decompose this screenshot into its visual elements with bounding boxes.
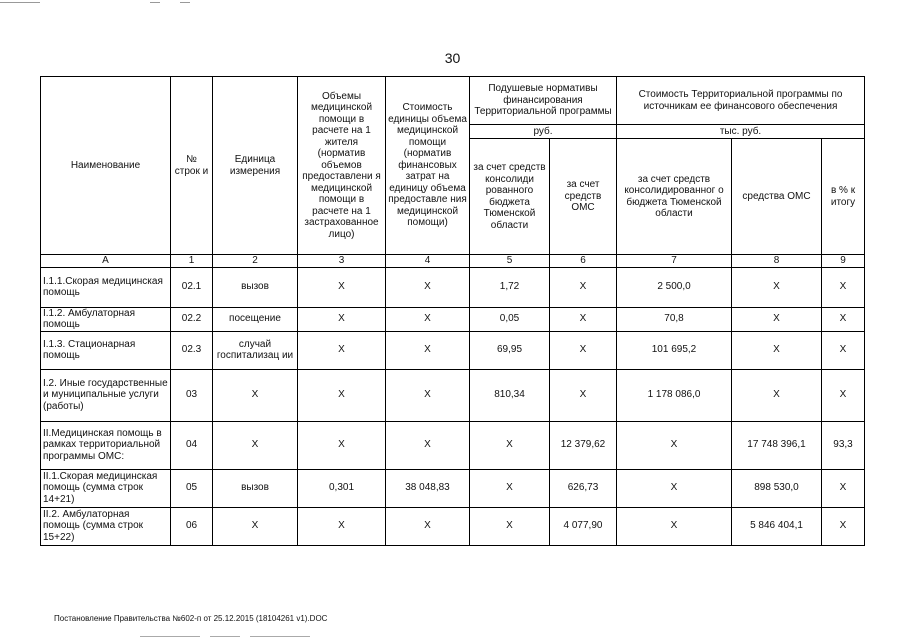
row-col9: Х (822, 307, 865, 331)
index-cell: 1 (171, 255, 213, 268)
row-col3: Х (298, 369, 386, 421)
row-col5: 0,05 (470, 307, 550, 331)
row-col9: 93,3 (822, 421, 865, 469)
row-col7: Х (617, 507, 732, 545)
row-col5: Х (470, 469, 550, 507)
row-col6: 4 077,90 (550, 507, 617, 545)
row-number: 03 (171, 369, 213, 421)
row-col4: Х (386, 369, 470, 421)
header-rub: руб. (470, 125, 617, 139)
row-col6: 626,73 (550, 469, 617, 507)
index-cell: 8 (732, 255, 822, 268)
table-row (41, 307, 865, 331)
header-col7: за счет средств консолидированног о бюджета Тюменской области (617, 139, 732, 255)
row-name: II.1.Скорая медицинская помощь (сумма строк 14+21) (41, 469, 171, 507)
row-col5: 69,95 (470, 331, 550, 369)
financing-table (40, 76, 865, 546)
row-col3: Х (298, 267, 386, 307)
row-col8: Х (732, 307, 822, 331)
row-number: 02.1 (171, 267, 213, 307)
row-unit: посещение (213, 307, 298, 331)
table-row (41, 469, 865, 507)
row-col4: 38 048,83 (386, 469, 470, 507)
row-name: II.2. Амбулаторная помощь (сумма строк 15+22) (41, 507, 171, 545)
row-col3: Х (298, 421, 386, 469)
row-col4: Х (386, 267, 470, 307)
header-col8: средства ОМС (732, 139, 822, 255)
row-col4: Х (386, 421, 470, 469)
row-col7: 2 500,0 (617, 267, 732, 307)
header-col9: в % к итогу (822, 139, 865, 255)
header-name: Наименование (41, 77, 171, 255)
row-number: 02.2 (171, 307, 213, 331)
bottom-scan-marks (0, 632, 905, 640)
row-col6: Х (550, 331, 617, 369)
row-name: I.1.1.Скорая медицинская помощь (41, 267, 171, 307)
table-row-total (41, 421, 865, 469)
index-cell: 2 (213, 255, 298, 268)
row-col5: 810,34 (470, 369, 550, 421)
header-cost-by-source: Стоимость Территориальной программы по источникам ее финансового обеспечения (617, 77, 865, 125)
row-col5: 1,72 (470, 267, 550, 307)
index-cell: 3 (298, 255, 386, 268)
table-row (41, 369, 865, 421)
row-number: 04 (171, 421, 213, 469)
row-col8: 17 748 396,1 (732, 421, 822, 469)
row-unit: случай госпитализац ии (213, 331, 298, 369)
header-unit-cost: Стоимость единицы объема медицинской помощи (норматив финансовых затрат на единицу объема предоставле ния медицинской помощи) (386, 77, 470, 255)
row-col4: Х (386, 331, 470, 369)
header-unit: Единица измерения (213, 77, 298, 255)
row-col7: 70,8 (617, 307, 732, 331)
row-number: 06 (171, 507, 213, 545)
row-col7: Х (617, 469, 732, 507)
index-cell: 4 (386, 255, 470, 268)
row-number: 02.3 (171, 331, 213, 369)
row-col3: Х (298, 307, 386, 331)
row-number: 05 (171, 469, 213, 507)
row-name: I.1.3. Стационарная помощь (41, 331, 171, 369)
header-thousand-rub: тыс. руб. (617, 125, 865, 139)
row-name: I.1.2. Амбулаторная помощь (41, 307, 171, 331)
row-col3: Х (298, 507, 386, 545)
header-col6: за счет средств ОМС (550, 139, 617, 255)
header-col5: за счет средств консолиди рованного бюджета Тюменской области (470, 139, 550, 255)
table-row (41, 507, 865, 545)
header-volumes: Объемы медицинской помощи в расчете на 1 жителя (норматив объемов предоставлени я медицинской помощи в расчете на 1 застрахованное лицо) (298, 77, 386, 255)
row-col8: 898 530,0 (732, 469, 822, 507)
row-col9: Х (822, 507, 865, 545)
index-cell: 9 (822, 255, 865, 268)
row-col8: Х (732, 267, 822, 307)
header-per-capita: Подушевые нормативы финансирования Территориальной программы (470, 77, 617, 125)
row-col3: Х (298, 331, 386, 369)
row-unit: Х (213, 507, 298, 545)
row-unit: Х (213, 421, 298, 469)
row-col5: Х (470, 507, 550, 545)
row-col9: Х (822, 369, 865, 421)
row-col5: Х (470, 421, 550, 469)
row-col8: Х (732, 369, 822, 421)
row-col7: 1 178 086,0 (617, 369, 732, 421)
row-col8: Х (732, 331, 822, 369)
row-col3: 0,301 (298, 469, 386, 507)
row-name: I.2. Иные государственные и муниципальные услуги (работы) (41, 369, 171, 421)
index-cell: 7 (617, 255, 732, 268)
row-col6: Х (550, 307, 617, 331)
document-footer: Постановление Правительства №602-п от 25.12.2015 (18104261 v1).DOC (54, 614, 328, 623)
row-col4: Х (386, 307, 470, 331)
row-col6: 12 379,62 (550, 421, 617, 469)
row-col6: Х (550, 267, 617, 307)
table-row (41, 331, 865, 369)
page-number: 30 (444, 50, 461, 66)
index-cell: 5 (470, 255, 550, 268)
row-col7: Х (617, 421, 732, 469)
row-col8: 5 846 404,1 (732, 507, 822, 545)
row-col9: Х (822, 267, 865, 307)
index-cell: А (41, 255, 171, 268)
row-unit: Х (213, 369, 298, 421)
row-col4: Х (386, 507, 470, 545)
row-unit: вызов (213, 267, 298, 307)
top-scan-marks (0, 0, 905, 8)
row-col6: Х (550, 369, 617, 421)
index-cell: 6 (550, 255, 617, 268)
table-row (41, 267, 865, 307)
column-index-row (41, 255, 865, 268)
row-col7: 101 695,2 (617, 331, 732, 369)
header-row-no: № строк и (171, 77, 213, 255)
row-name: II.Медицинская помощь в рамках территориальной программы ОМС: (41, 421, 171, 469)
row-col9: Х (822, 331, 865, 369)
row-unit: вызов (213, 469, 298, 507)
row-col9: Х (822, 469, 865, 507)
